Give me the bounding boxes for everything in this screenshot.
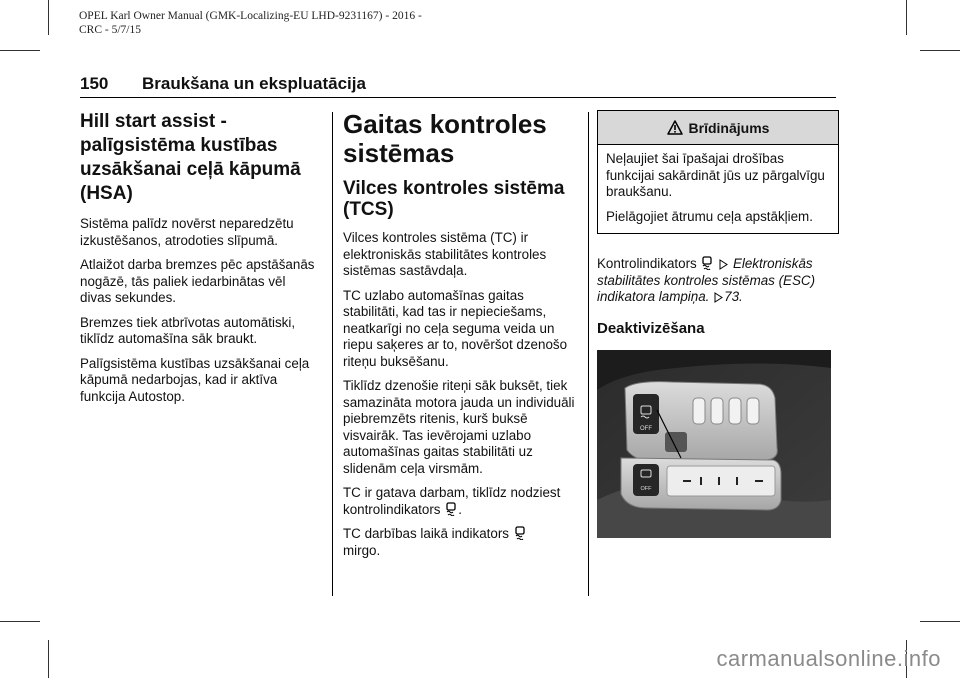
watermark: carmanualsonline.info <box>716 646 941 671</box>
tcs-ready-text: TC ir gatava darbam, tiklīdz nodziest kontrolindikators <box>343 485 561 517</box>
warning-box <box>597 110 839 234</box>
tcs-ready-paragraph <box>343 485 583 518</box>
column-divider <box>332 112 333 596</box>
esc-skid-car-icon <box>445 502 457 516</box>
indicator-ref-page[interactable]: 73. <box>724 289 743 304</box>
warning-triangle-icon <box>667 120 683 135</box>
hsa-paragraph: Sistēma palīdz novērst neparedzētu izkustēšanos, atrodoties slīpumā. <box>80 216 294 248</box>
header-rule <box>80 97 836 98</box>
warning-title: Brīdinājums <box>688 119 770 136</box>
warning-body <box>598 145 838 225</box>
top-button-label: OFF <box>640 425 652 432</box>
crop-mark <box>0 50 40 51</box>
crop-mark <box>0 621 40 622</box>
esc-skid-car-icon <box>701 256 713 270</box>
column-hill-start-assist <box>80 110 320 413</box>
tc-off-button-photo <box>597 350 831 538</box>
running-header <box>80 74 366 94</box>
tcs-active-paragraph <box>343 526 583 559</box>
indicator-ref-prefix: Kontrolindikators <box>597 256 697 271</box>
tcs-active-end: mirgo. <box>343 542 381 558</box>
hsa-heading: Hill start assist - palīgsistēma kustības uzsākšanai ceļā kāpumā (HSA) <box>80 111 301 204</box>
crop-mark <box>48 0 49 35</box>
meta-line-2: CRC - 5/7/15 <box>79 24 141 36</box>
document-meta <box>79 9 539 37</box>
warning-paragraph: Neļaujiet šai īpašajai drošības funkcijai sakārdināt jūs uz pārgalvīgu braukšanu. <box>606 151 825 199</box>
column-traction-control <box>343 110 583 567</box>
warning-header <box>598 111 838 145</box>
esc-skid-car-icon <box>514 526 526 540</box>
page-number: 150 <box>80 74 109 93</box>
column-warning-and-deactivation <box>597 110 839 538</box>
tcs-paragraph: TC uzlabo automašīnas gaitas stabilitāti, kad tas ir nepieciešams, neatkarīgi no ceļa seguma veida un riepu saķeres ar to, novēršot dzenošo riteņu buksēšanu. <box>343 287 568 369</box>
bottom-button-label: OFF <box>640 485 652 492</box>
hsa-paragraph: Atlaižot darba bremzes pēc apstāšanās nogāzē, tās paliek iedarbinātas vēl divas sekundes. <box>80 257 315 305</box>
tcs-ready-end: . <box>458 501 462 517</box>
indicator-reference <box>597 256 839 306</box>
crop-mark <box>48 640 49 678</box>
page-reference-triangle-icon <box>719 259 728 270</box>
tcs-paragraph: Vilces kontroles sistēma (TC) ir elektroniskās stabilitātes kontroles sistēmas sastāvdaļa. <box>343 230 547 278</box>
crop-mark <box>906 0 907 35</box>
section-title: Braukšana un ekspluatācija <box>142 74 366 93</box>
hsa-paragraph: Palīgsistēma kustības uzsākšanai ceļa kāpumā nedarbojas, kad ir aktīva funkcija Autostop. <box>80 355 310 404</box>
column-divider <box>588 112 589 596</box>
gaitas-kontroles-heading: Gaitas kontroles sistēmas <box>343 109 547 168</box>
crop-mark <box>920 50 960 51</box>
indicator-ref-text[interactable]: Elektroniskās stabilitātes kontroles sistēmas (ESC) indikatora lampiņa. <box>597 256 816 304</box>
deactivation-heading: Deaktivizēšana <box>597 319 705 337</box>
tcs-paragraph: Tiklīdz dzenošie riteņi sāk buksēt, tiek samazināta motora jauda un individuāli piebremzēts ritenis, kurš buksē visvairāk. Tas ievērojami uzlabo automašīnas gaitas stabilitāti uz slidenām ceļa virsmām. <box>343 378 575 476</box>
meta-line-1: OPEL Karl Owner Manual (GMK-Localizing-EU LHD-9231167) - 2016 - <box>79 10 422 22</box>
hsa-paragraph: Bremzes tiek atbrīvotas automātiski, tiklīdz automašīna sāk braukt. <box>80 314 296 346</box>
warning-paragraph: Pielāgojiet ātrumu ceļa apstākļiem. <box>606 208 813 224</box>
crop-mark <box>920 621 960 622</box>
tcs-active-text: TC darbības laikā indikators <box>343 526 509 541</box>
tcs-subheading: Vilces kontroles sistēma (TCS) <box>343 178 565 220</box>
page-reference-triangle-icon <box>714 292 723 303</box>
